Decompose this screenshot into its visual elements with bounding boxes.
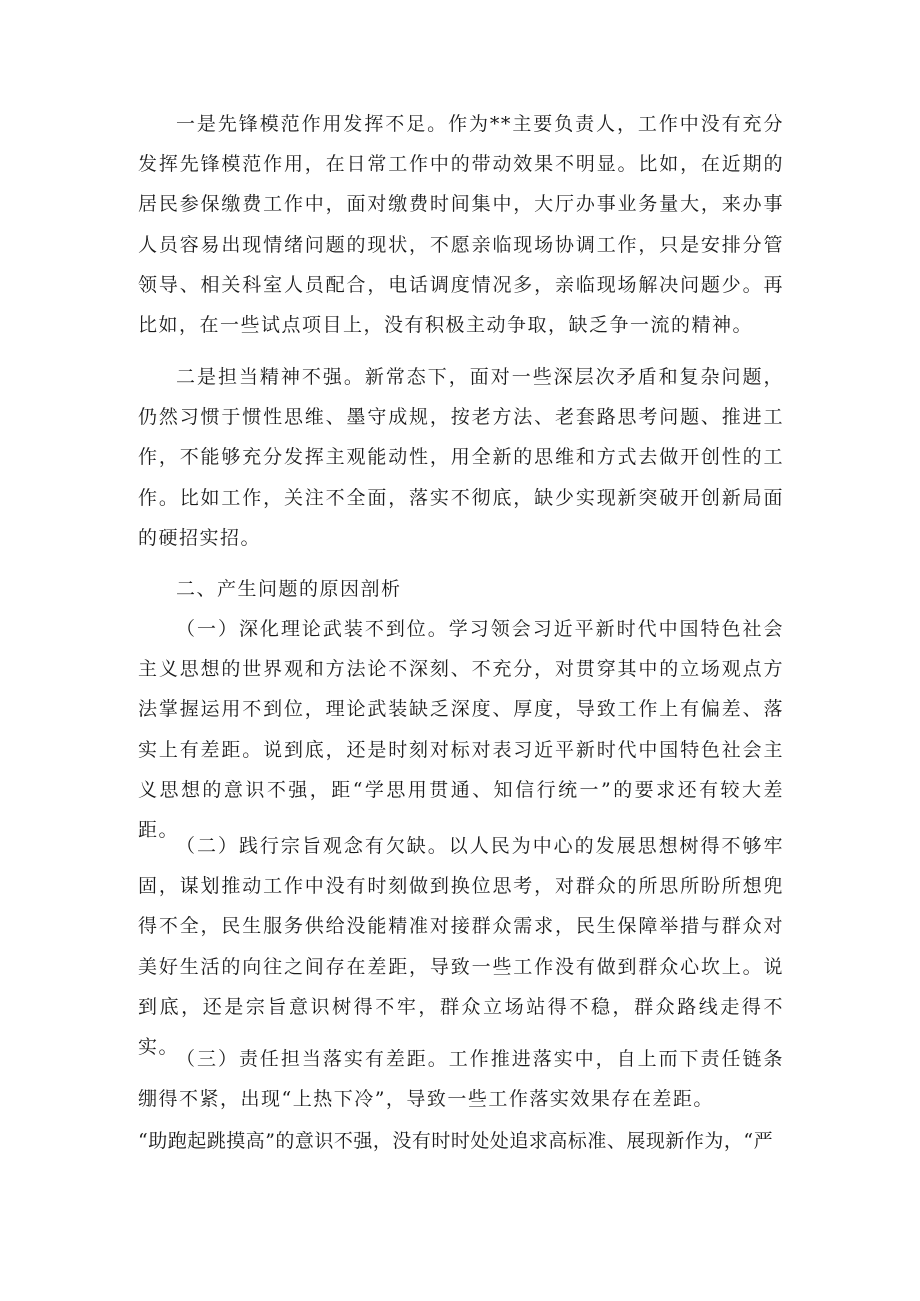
paragraph-purpose-concept: （二）践行宗旨观念有欠缺。以人民为中心的发展思想树得不够牢固，谋划推动工作中没有时刻做到换位思考，对群众的所思所盼所想兜得不全，民生服务供给没能精准对接群众需求，民生保障举措与群众对美好生活的向往之间存在差距，导致一些工作没有做到群众心坎上。说到底，还是宗旨意识树得不牢，群众立场站得不稳，群众路线走得不实。 xyxy=(138,835,784,1059)
paragraph-accountability: （三）责任担当落实有差距。工作推进落实中，自上而下责任链条绷得不紧，出现“上热下冷”，导致一些工作落实效果存在差距。 xyxy=(138,1048,784,1111)
paragraph-responsibility-spirit: 二是担当精神不强。新常态下，面对一些深层次矛盾和复杂问题，仍然习惯于惯性思维、墨守成规，按老方法、老套路思考问题、推进工作，不能够充分发挥主观能动性，用全新的思维和方式去做开创性的工作。比如工作，关注不全面，落实不彻底，缺少实现新突破开创新局面的硬招实招。 xyxy=(138,366,784,549)
paragraph-continuation: “助跑起跳摸高”的意识不强，没有时时处处追求高标准、展现新作为，“严 xyxy=(138,1130,774,1152)
paragraph-theory-arming: （一）深化理论武装不到位。学习领会习近平新时代中国特色社会主义思想的世界观和方法论不深刻、不充分，对贯穿其中的立场观点方法掌握运用不到位，理论武装缺乏深度、厚度，导致工作上有偏差、落实上有差距。说到底，还是时刻对标对表习近平新时代中国特色社会主义思想的意识不强，距“学思用贯通、知信行统一”的要求还有较大差距。 xyxy=(138,618,784,842)
paragraph-vanguard-role: 一是先锋模范作用发挥不足。作为**主要负责人，工作中没有充分发挥先锋模范作用，在日常工作中的带动效果不明显。比如，在近期的居民参保缴费工作中，面对缴费时间集中，大厅办事业务量大，来办事人员容易出现情绪问题的现状，不愿亲临现场协调工作，只是安排分管领导、相关科室人员配合，电话调度情况多，亲临现场解决问题少。再比如，在一些试点项目上，没有积极主动争取，缺乏争一流的精神。 xyxy=(138,113,784,337)
section-heading-cause-analysis: 二、产生问题的原因剖析 xyxy=(176,578,402,600)
